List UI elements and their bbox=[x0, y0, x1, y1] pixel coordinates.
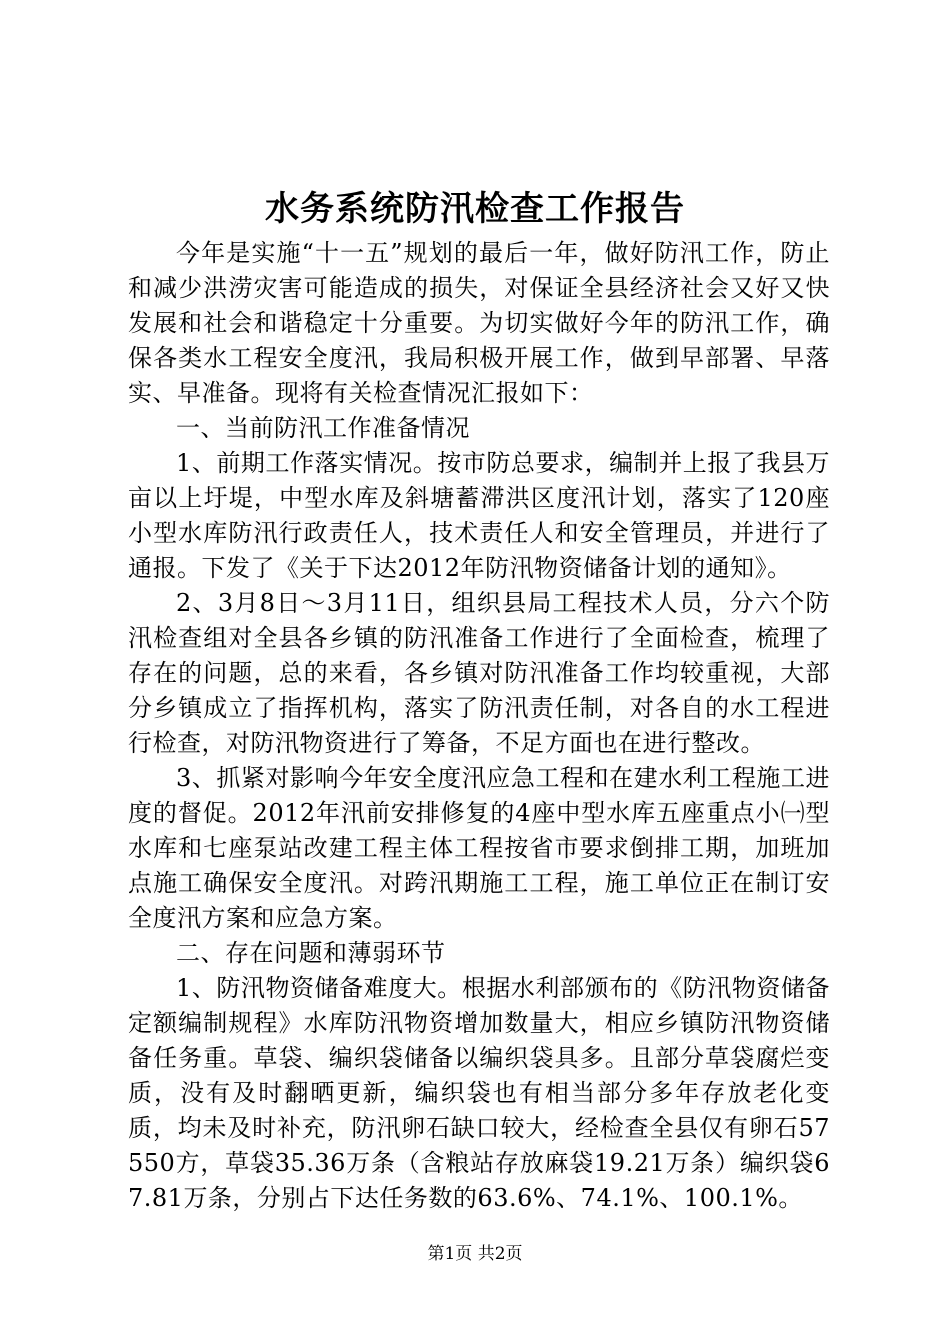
document-title: 水务系统防汛检查工作报告 bbox=[265, 189, 685, 229]
paragraph-1-2: 2、3月8日～3月11日，组织县局工程技术人员，分六个防汛检查组对全县各乡镇的防汛准备工作进行了全面检查，梳理了存在的问题，总的来看，各乡镇对防汛准备工作均较重视，大部分乡镇成立了指挥机构，落实了防汛责任制，对各自的水工程进行检查，对防汛物资进行了筹备，不足方面也在进行整改。 bbox=[128, 589, 830, 757]
section-heading-2: 二、存在问题和薄弱环节 bbox=[176, 939, 446, 967]
page-footer: 第1页 共2页 bbox=[427, 1244, 523, 1264]
document-body bbox=[128, 236, 830, 1216]
paragraph-1-1: 1、前期工作落实情况。按市防总要求，编制并上报了我县万亩以上圩堤，中型水库及斜塘蓄滞洪区度汛计划，落实了120座小型水库防汛行政责任人，技术责任人和安全管理员，并进行了通报。下发了《关于下达2012年防汛物资储备计划的通知》。 bbox=[128, 449, 830, 582]
paragraph-1-3: 3、抓紧对影响今年安全度汛应急工程和在建水利工程施工进度的督促。2012年汛前安排修复的4座中型水库五座重点小㈠型水库和七座泵站改建工程主体工程按省市要求倒排工期，加班加点施工确保安全度汛。对跨汛期施工工程，施工单位正在制订安全度汛方案和应急方案。 bbox=[128, 764, 830, 932]
paragraph-intro: 今年是实施“十一五”规划的最后一年，做好防汛工作，防止和减少洪涝灾害可能造成的损失，对保证全县经济社会又好又快发展和社会和谐稳定十分重要。为切实做好今年的防汛工作，确保各类水工程安全度汛，我局积极开展工作，做到早部署、早落实、早准备。现将有关检查情况汇报如下： bbox=[128, 239, 830, 407]
section-heading-1: 一、当前防汛工作准备情况 bbox=[176, 414, 470, 442]
paragraph-2-1: 1、防汛物资储备难度大。根据水利部颁布的《防汛物资储备定额编制规程》水库防汛物资增加数量大，相应乡镇防汛物资储备任务重。草袋、编织袋储备以编织袋具多。且部分草袋腐烂变质，没有及时翻晒更新，编织袋也有相当部分多年存放老化变质，均未及时补充，防汛卵石缺口较大，经检查全县仅有卵石57550方，草袋35.36万条（含粮站存放麻袋19.21万条）编织袋67.81万条，分别占下达任务数的63.6%、74.1%、100.1%。 bbox=[128, 974, 830, 1212]
